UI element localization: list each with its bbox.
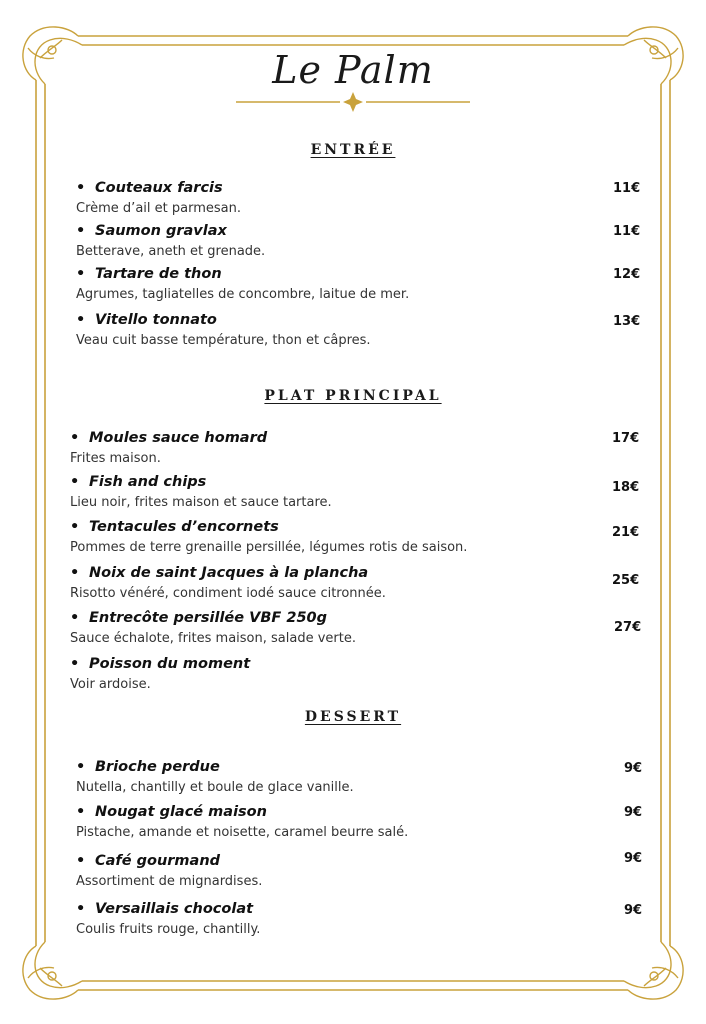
item-description: Crème d’ail et parmesan. xyxy=(76,201,241,216)
item-name: • Fish and chips xyxy=(70,474,332,490)
item-description: Coulis fruits rouge, chantilly. xyxy=(76,922,261,937)
menu-item xyxy=(70,656,250,692)
item-description: Risotto vénéré, condiment iodé sauce citronnée. xyxy=(70,586,386,601)
item-price: 9€ xyxy=(624,761,643,776)
menu-item xyxy=(76,804,408,840)
item-name: • Couteaux farcis xyxy=(76,180,241,196)
item-price: 27€ xyxy=(614,620,642,635)
item-name: • Moules sauce homard xyxy=(70,430,267,446)
menu-item xyxy=(70,519,467,555)
menu-item xyxy=(76,266,409,302)
menu-item xyxy=(76,853,262,889)
item-description: Pommes de terre grenaille persillée, légumes rotis de saison. xyxy=(70,540,468,555)
item-description: Agrumes, tagliatelles de concombre, laitue de mer. xyxy=(76,287,410,302)
item-name: • Versaillais chocolat xyxy=(76,901,260,917)
menu-item xyxy=(76,223,265,259)
item-price: 12€ xyxy=(613,267,641,282)
item-price: 9€ xyxy=(624,851,643,866)
item-description: Lieu noir, frites maison et sauce tartare. xyxy=(70,495,332,510)
item-name: • Noix de saint Jacques à la plancha xyxy=(70,565,386,581)
item-description: Assortiment de mignardises. xyxy=(76,874,263,889)
item-description: Frites maison. xyxy=(70,451,161,466)
item-price: 17€ xyxy=(612,431,640,446)
item-name: • Tartare de thon xyxy=(76,266,409,282)
section-title-dessert: DESSERT xyxy=(304,709,402,725)
item-description: Sauce échalote, frites maison, salade verte. xyxy=(70,631,356,646)
item-price: 18€ xyxy=(612,480,640,495)
item-description: Voir ardoise. xyxy=(70,677,151,692)
item-price: 11€ xyxy=(613,181,641,196)
item-price: 9€ xyxy=(624,903,643,918)
item-name: • Café gourmand xyxy=(76,853,262,869)
item-description: Veau cuit basse température, thon et câpres. xyxy=(76,333,371,348)
item-name: • Nougat glacé maison xyxy=(76,804,408,820)
menu-item xyxy=(76,312,371,348)
item-price: 13€ xyxy=(613,314,641,329)
menu-item xyxy=(76,180,241,216)
menu-item xyxy=(70,474,332,510)
item-price: 9€ xyxy=(624,805,643,820)
menu-item xyxy=(76,901,260,937)
item-description: Nutella, chantilly et boule de glace vanille. xyxy=(76,780,354,795)
item-name: • Saumon gravlax xyxy=(76,223,265,239)
item-description: Pistache, amande et noisette, caramel beurre salé. xyxy=(76,825,409,840)
item-price: 11€ xyxy=(613,224,641,239)
restaurant-name: Le Palm xyxy=(272,48,434,92)
item-price: 25€ xyxy=(612,573,640,588)
section-title-plat-principal: PLAT PRINCIPAL xyxy=(264,388,442,404)
item-name: • Entrecôte persillée VBF 250g xyxy=(70,610,356,626)
menu-item xyxy=(70,610,356,646)
menu-item xyxy=(70,565,386,601)
menu-item xyxy=(70,430,267,466)
item-name: • Poisson du moment xyxy=(70,656,250,672)
item-price: 21€ xyxy=(612,525,640,540)
item-name: • Tentacules d’encornets xyxy=(70,519,467,535)
section-title-entree: ENTRÉE xyxy=(310,142,396,158)
item-description: Betterave, aneth et grenade. xyxy=(76,244,266,259)
menu-item xyxy=(76,759,354,795)
item-name: • Brioche perdue xyxy=(76,759,354,775)
title-divider-star-icon xyxy=(236,92,470,112)
item-name: • Vitello tonnato xyxy=(76,312,371,328)
